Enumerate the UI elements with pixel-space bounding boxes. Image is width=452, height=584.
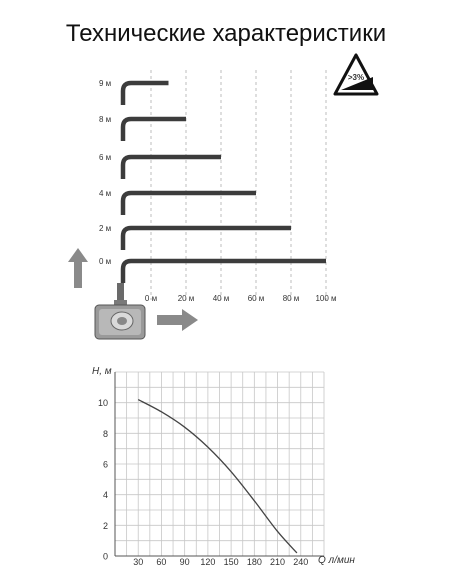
page-title: Технические характеристики [65,20,387,47]
height-label: 4 м [99,189,112,198]
curve-gridlines [115,372,324,556]
height-label: 8 м [99,115,112,124]
distance-tick-label: 40 м [212,294,230,303]
y-axis-label: H, м [92,366,112,377]
slope-badge-label: >3% [347,73,365,82]
x-tick-label: 120 [200,557,216,567]
distance-tick-label: 60 м [247,294,265,303]
y-tick-label: 4 [102,490,108,501]
y-tick-label: 2 [102,520,108,531]
x-tick-label: 240 [293,557,309,567]
y-tick-label: 10 [97,398,108,409]
x-tick-labels [133,557,308,567]
x-tick-label: 90 [179,557,190,567]
distance-tick-label: 0 м [144,294,158,303]
height-label: 2 м [99,224,112,233]
x-tick-label: 150 [223,557,239,567]
height-label: 0 м [99,257,112,266]
performance-curve-line [138,400,297,553]
height-label: 6 м [99,153,112,162]
distance-tick-label: 20 м [177,294,195,303]
x-tick-label: 210 [270,557,286,567]
x-tick-label: 30 [133,557,144,567]
distance-tick-label: 80 м [282,294,300,303]
y-tick-label: 6 [102,459,108,470]
y-tick-label: 8 [102,428,108,439]
y-tick-labels [98,398,108,561]
height-label: 9 м [99,79,112,88]
y-tick-label: 0 [102,551,108,562]
x-tick-label: 60 [156,557,167,567]
x-axis-label: Q л/мин [318,555,355,566]
x-tick-label: 180 [246,557,262,567]
distance-tick-label: 100 м [315,294,337,303]
